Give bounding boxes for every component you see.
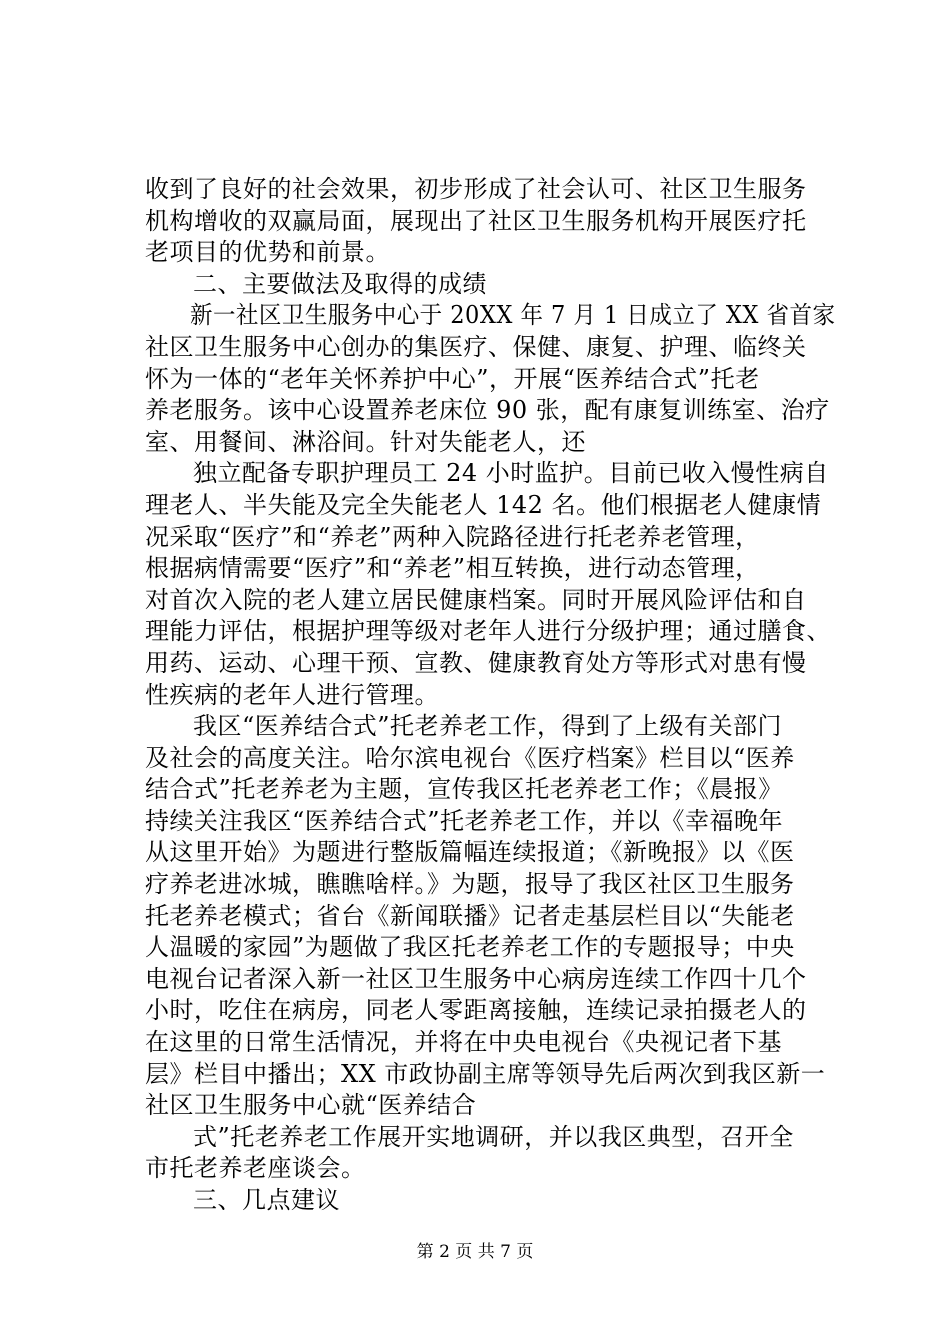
- text-line: 性疾病的老年人进行管理。: [145, 680, 439, 709]
- text-line: 社区卫生服务中心就“医养结合: [145, 1091, 477, 1120]
- text-line: 电视台记者深入新一社区卫生服务中心病房连续工作四十几个: [145, 964, 807, 993]
- document-body: [145, 174, 835, 1217]
- text-line: 理能力评估，根据护理等级对老年人进行分级护理；通过膳食、: [145, 617, 831, 646]
- text-line: 在这里的日常生活情况，并将在中央电视台《央视记者下基: [145, 1028, 782, 1057]
- text-line: 独立配备专职护理员工 24 小时监护。目前已收入慢性病自: [193, 459, 829, 488]
- text-line: 机构增收的双赢局面，展现出了社区卫生服务机构开展医疗托: [145, 206, 807, 235]
- text-line: 对首次入院的老人建立居民健康档案。同时开展风险评估和自: [145, 585, 807, 614]
- page-footer: [0, 1240, 950, 1264]
- text-line: 收到了良好的社会效果，初步形成了社会认可、社区卫生服务: [145, 175, 807, 203]
- text-line: 托老养老模式；省台《新闻联播》记者走基层栏目以“失能老: [145, 901, 795, 930]
- text-line: 三、几点建议: [193, 1186, 340, 1214]
- text-line: 根据病情需要“医疗”和“养老”相互转换，进行动态管理，: [145, 554, 760, 583]
- text-line: 结合式”托老养老为主题，宣传我区托老养老工作；《晨报》: [145, 775, 783, 804]
- text-line: 老项目的优势和前景。: [145, 238, 390, 267]
- text-line: 市托老养老座谈会。: [145, 1154, 366, 1183]
- text-line: 层》栏目中播出；XX 市政协副主席等领导先后两次到我区新一: [145, 1059, 826, 1088]
- text-line: 室、用餐间、淋浴间。针对失能老人，还: [145, 427, 586, 456]
- text-line: 及社会的高度关注。哈尔滨电视台《医疗档案》栏目以“医养: [145, 743, 795, 772]
- text-line: 用药、运动、心理干预、宣教、健康教育处方等形式对患有慢: [145, 648, 807, 677]
- text-line: 怀为一体的“老年关怀养护中心”，开展“医养结合式”托老: [145, 364, 760, 393]
- text-line: 新一社区卫生服务中心于 20XX 年 7 月 1 日成立了 XX 省首家: [190, 301, 836, 330]
- text-line: 养老服务。该中心设置养老床位 90 张，配有康复训练室、治疗: [145, 396, 830, 425]
- text-line: 疗养老进冰城，瞧瞧啥样。》为题，报导了我区社区卫生服务: [145, 870, 795, 899]
- text-line: 小时，吃住在病房，同老人零距离接触，连续记录拍摄老人的: [145, 996, 807, 1025]
- page-number-label: 第 2 页 共 7 页: [416, 1242, 534, 1262]
- text-line: 持续关注我区“医养结合式”托老养老工作，并以《幸福晚年: [145, 806, 784, 835]
- text-line: 式”托老养老工作展开实地调研，并以我区典型，召开全: [193, 1122, 794, 1151]
- text-line: 况采取“医疗”和“养老”两种入院路径进行托老养老管理，: [145, 522, 760, 551]
- text-line: 人温暖的家园”为题做了我区托老养老工作的专题报导；中央: [145, 933, 795, 962]
- text-line: 从这里开始》为题进行整版篇幅连续报道；《新晚报》以《医: [145, 838, 795, 867]
- text-line: 二、主要做法及取得的成绩: [193, 269, 487, 298]
- text-line: 我区“医养结合式”托老养老工作，得到了上级有关部门: [193, 712, 783, 741]
- text-line: 理老人、半失能及完全失能老人 142 名。他们根据老人健康情: [145, 490, 822, 519]
- text-line: 社区卫生服务中心创办的集医疗、保健、康复、护理、临终关: [145, 332, 807, 361]
